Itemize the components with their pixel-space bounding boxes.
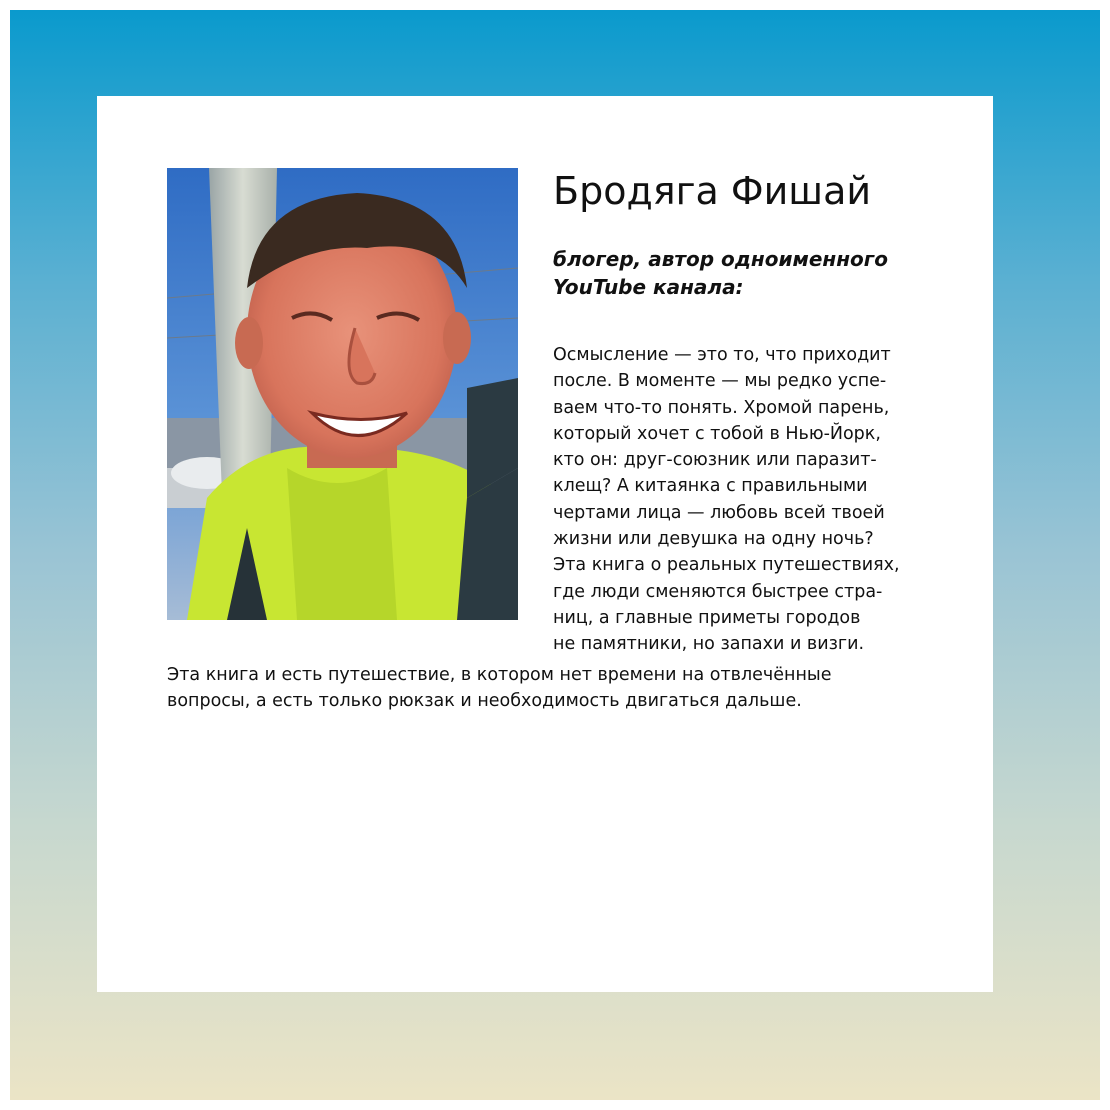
portrait-illustration xyxy=(167,168,518,620)
author-role-line: блогер, автор одноименного xyxy=(553,247,888,271)
quote-line: Эта книга о реальных путешествиях, xyxy=(553,555,900,576)
author-role-line: YouTube канала: xyxy=(553,275,744,299)
quote-line: клещ? А китаянка с правильными xyxy=(553,476,868,497)
quote-line: ниц, а главные приметы городов xyxy=(553,607,861,628)
quote-line: жизни или девушка на одну ночь? xyxy=(553,529,874,550)
author-name: Бродяга Фишай xyxy=(553,169,872,213)
quote-line: где люди сменяются быстрее стра- xyxy=(553,581,883,602)
quote-line: Осмысление — это то, что приходит xyxy=(553,345,891,365)
quote-line: после. В моменте — мы редко успе- xyxy=(553,371,887,392)
profile-card xyxy=(97,96,993,992)
portrait-photo xyxy=(167,168,518,620)
quote-line: не памятники, но запахи и визги. xyxy=(553,634,865,655)
author-role xyxy=(553,245,933,301)
quote-line: ваем что-то понять. Хромой парень, xyxy=(553,397,890,418)
quote-line: вопросы, а есть только рюкзак и необходимость двигаться дальше. xyxy=(167,691,802,712)
quote-text-full-width xyxy=(167,662,867,715)
quote-text-column xyxy=(553,342,933,658)
quote-line: который хочет с тобой в Нью-Йорк, xyxy=(553,423,881,444)
quote-line: кто он: друг-союзник или паразит- xyxy=(553,450,877,471)
quote-line: Эта книга и есть путешествие, в котором нет времени на отвлечённые xyxy=(167,665,832,685)
quote-line: чертами лица — любовь всей твоей xyxy=(553,502,885,523)
